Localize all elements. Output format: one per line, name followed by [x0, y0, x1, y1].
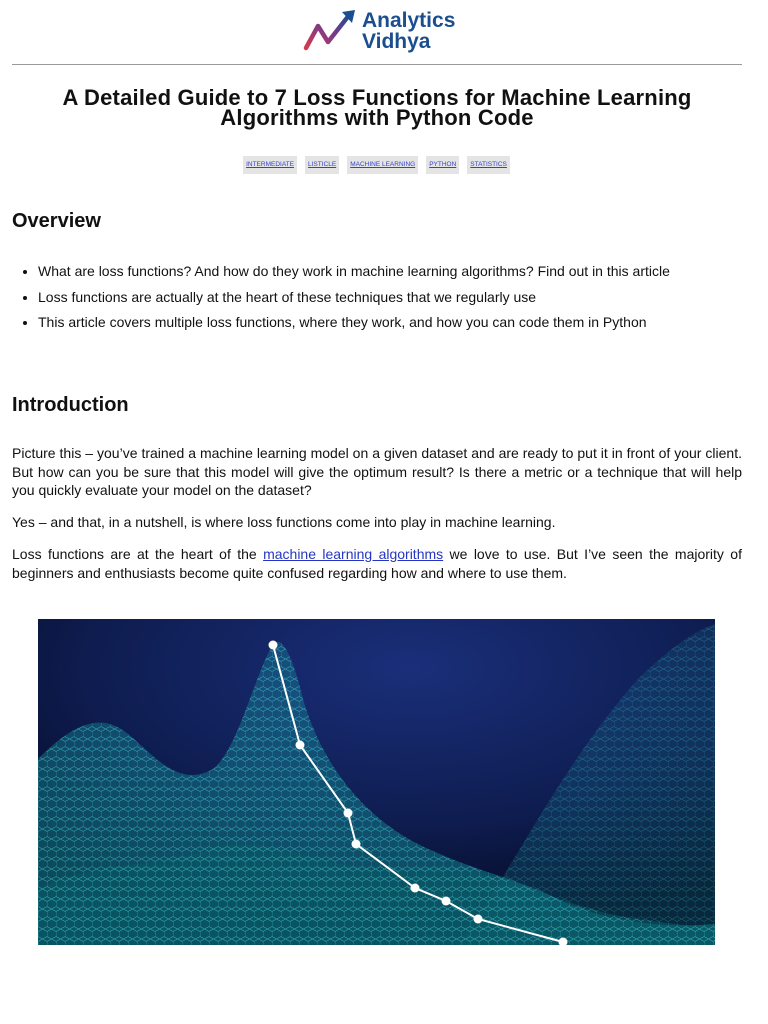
intro-paragraph-3-text-start: Loss functions are at the heart of the	[12, 546, 264, 562]
machine-learning-algorithms-link[interactable]: machine learning algorithms	[263, 546, 444, 562]
hero-image-loss-landscape	[38, 619, 715, 945]
list-item: • This article covers multiple loss functions, where they work, and how you can code them in Python	[38, 313, 670, 331]
introduction-heading: Introduction	[12, 394, 129, 416]
loss-landscape-illustration	[38, 619, 715, 945]
logo-text-line1: Analytics	[362, 9, 456, 32]
tag-list	[0, 156, 753, 174]
tag-listicle[interactable]: LISTICLE	[305, 156, 339, 174]
list-item: • What are loss functions? And how do they work in machine learning algorithms? Find out in this article	[38, 262, 670, 280]
logo-chart-icon	[302, 8, 358, 52]
intro-paragraph-1: Picture this – you’ve trained a machine learning model on a given dataset and are ready to put it in front of your client. But how can you be sure that this model will give the optimum result? Is there a metric or a technique that will help you quickly evaluate your model on the dataset?	[12, 445, 742, 498]
tag-machine-learning[interactable]: MACHINE LEARNING	[347, 156, 418, 174]
intro-paragraph-3	[12, 545, 742, 582]
overview-list	[12, 262, 670, 339]
intro-paragraph-3-text-end: we love to use. But I’ve seen the majority of beginners and enthusiasts become quite confused regarding how and where to use them.	[12, 546, 742, 581]
logo-text-line2: Vidhya	[362, 30, 431, 53]
tag-statistics[interactable]: STATISTICS	[467, 156, 510, 174]
list-item: • Loss functions are actually at the heart of these techniques that we regularly use	[38, 288, 670, 306]
tag-python[interactable]: PYTHON	[426, 156, 459, 174]
article-title: A Detailed Guide to 7 Loss Functions for Machine Learning Algorithms with Python Code	[62, 85, 692, 130]
analytics-vidhya-logo[interactable]	[302, 8, 477, 56]
intro-paragraph-2: Yes – and that, in a nutshell, is where loss functions come into play in machine learning.	[12, 514, 556, 530]
site-header	[12, 0, 742, 65]
overview-heading: Overview	[12, 210, 101, 232]
tag-intermediate[interactable]: INTERMEDIATE	[243, 156, 297, 174]
